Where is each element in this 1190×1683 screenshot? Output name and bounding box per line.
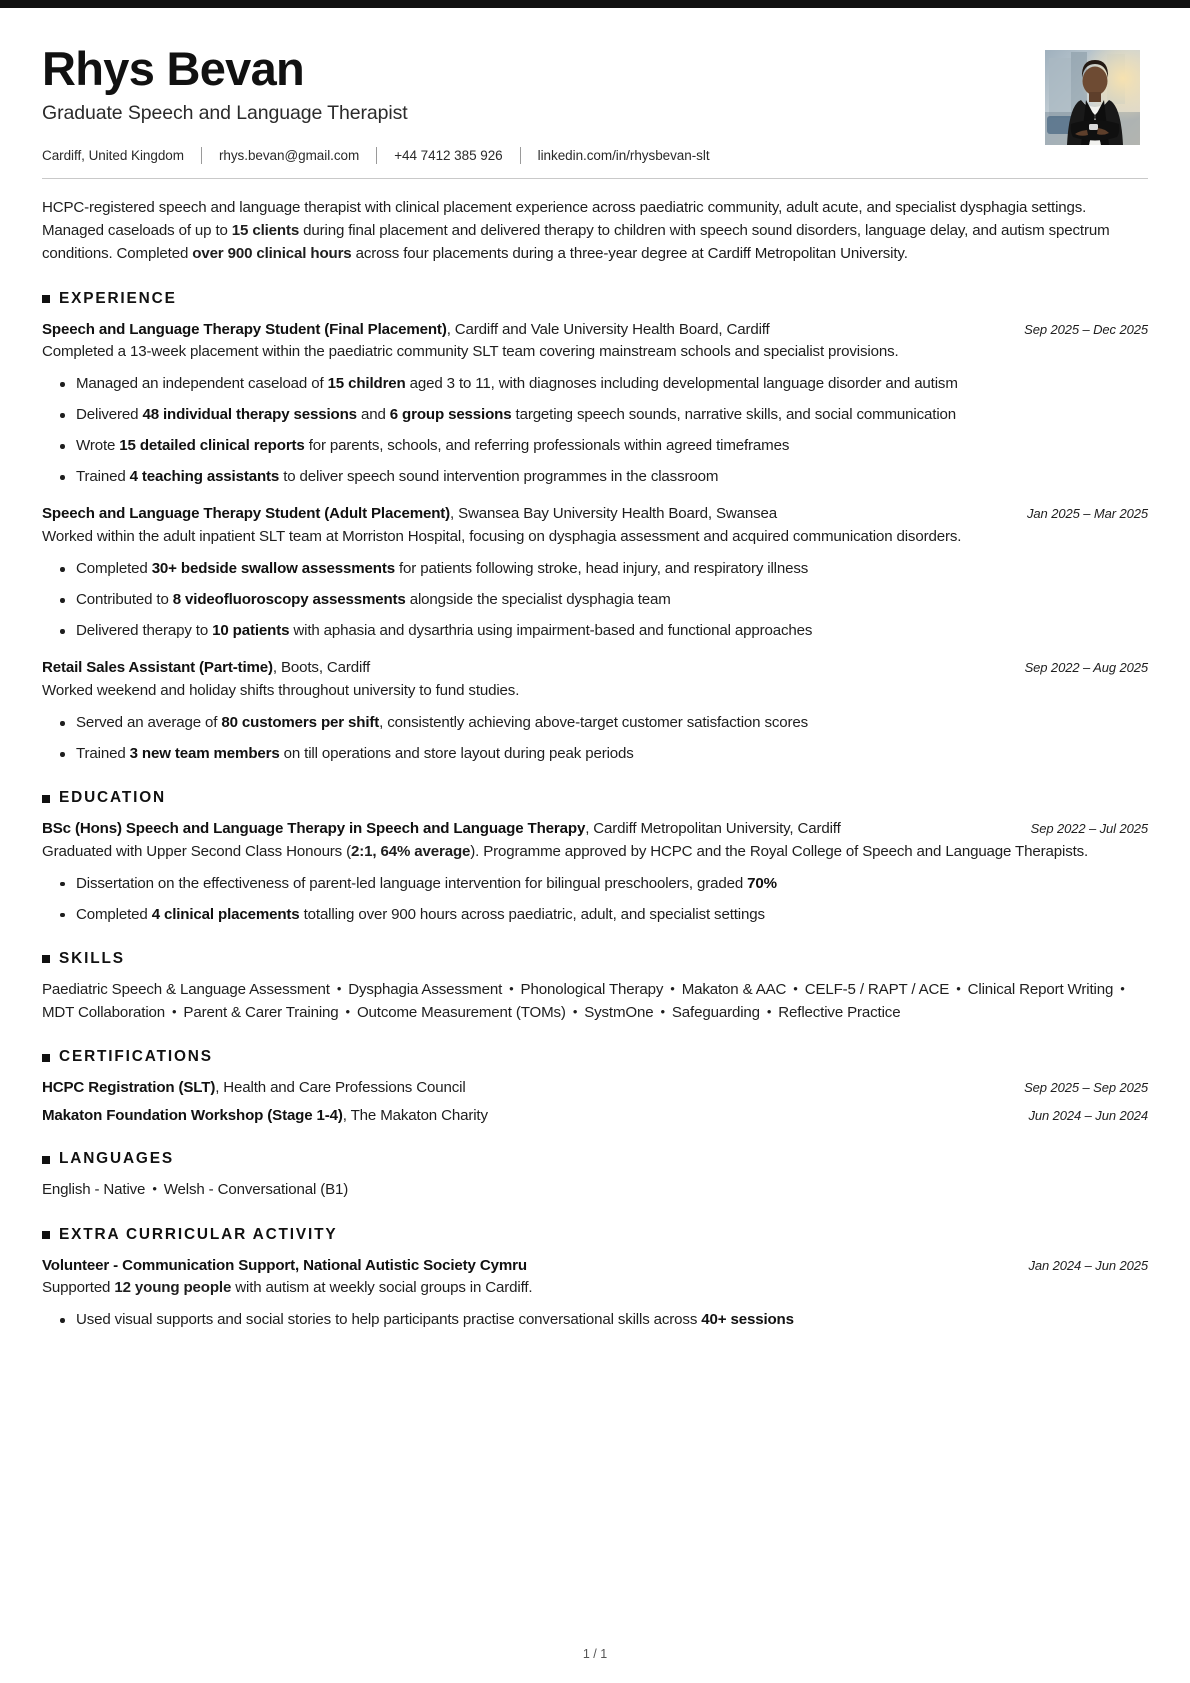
list-item: Managed an independent caseload of 15 children aged 3 to 11, with diagnoses including developmental language disorder and autism [76, 373, 1148, 395]
entry-bullet-list [42, 558, 1148, 642]
resume-page [0, 8, 1190, 1683]
section-header-extra-curricular [42, 1226, 1148, 1244]
top-accent-bar [0, 0, 1190, 8]
contact-item[interactable]: rhys.bevan@gmail.com [218, 147, 360, 163]
dot-separator-icon: • [152, 1181, 157, 1197]
experience-entry-list [42, 319, 1148, 766]
skill-item: Reflective Practice [778, 1003, 901, 1021]
square-bullet-icon [42, 1231, 50, 1239]
list-item: Trained 3 new team members on till operations and store layout during peak periods [76, 743, 1148, 765]
skill-item: Phonological Therapy [520, 980, 664, 998]
list-item: Completed 30+ bedside swallow assessments for patients following stroke, head injury, and respiratory illness [76, 558, 1148, 580]
certification-name: HCPC Registration (SLT), Health and Care Professions Council [42, 1079, 466, 1097]
skill-item: Makaton & AAC [681, 980, 787, 998]
dot-separator-icon: • [670, 980, 675, 996]
section-title-languages: LANGUAGES [59, 1150, 174, 1168]
page-footer: 1 / 1 [582, 1647, 608, 1661]
dot-separator-icon: • [345, 1003, 350, 1019]
skills-list [42, 979, 1148, 1024]
resume-entry [42, 503, 1148, 642]
entry-bullet-list [42, 373, 1148, 488]
square-bullet-icon [42, 1054, 50, 1062]
list-item: Contributed to 8 videofluoroscopy assessments alongside the specialist dysphagia team [76, 589, 1148, 611]
profile-photo-illustration [1045, 50, 1140, 145]
skill-item: CELF-5 / RAPT / ACE [804, 980, 950, 998]
section-title-skills: SKILLS [59, 949, 125, 967]
resume-entry [42, 319, 1148, 489]
skill-item: Dysphagia Assessment [348, 980, 503, 998]
list-item: Delivered 48 individual therapy sessions and 6 group sessions targeting speech sounds, narrative skills, and social communication [76, 404, 1148, 426]
section-skills [42, 950, 1148, 1024]
resume-entry [42, 1255, 1148, 1332]
entry-description: Graduated with Upper Second Class Honours (2:1, 64% average). Programme approved by HCPC and the Royal College of Speech and Language Therapists. [42, 842, 1089, 860]
entry-bullet-list [42, 873, 1148, 926]
resume-entry [42, 657, 1148, 765]
resume-header [42, 38, 1148, 164]
language-item: Welsh - Conversational (B1) [163, 1181, 349, 1199]
education-entry-list [42, 818, 1148, 926]
list-item: Served an average of 80 customers per shift, consistently achieving above-target customer satisfaction scores [76, 712, 1148, 734]
certification-entry-list [42, 1077, 1148, 1126]
list-item: Dissertation on the effectiveness of parent-led language intervention for bilingual preschoolers, graded 70% [76, 873, 1148, 895]
section-title-certifications: CERTIFICATIONS [59, 1048, 213, 1066]
header-text-block [42, 38, 1045, 164]
square-bullet-icon [42, 795, 50, 803]
entry-bullet-list [42, 1309, 1148, 1331]
dot-separator-icon: • [572, 1003, 578, 1019]
entry-bullet-list [42, 712, 1148, 765]
section-education [42, 789, 1148, 926]
contact-separator [376, 147, 377, 164]
certification-name: Makaton Foundation Workshop (Stage 1-4), The Makaton Charity [42, 1106, 488, 1124]
entry-title: Volunteer - Communication Support, National Autistic Society Cymru [42, 1256, 527, 1274]
entry-date: Sep 2022 – Aug 2025 [1024, 660, 1148, 676]
resume-entry [42, 818, 1148, 926]
languages-list [42, 1179, 1148, 1202]
dot-separator-icon: • [956, 980, 961, 996]
entry-header-row [42, 319, 1148, 340]
section-header-skills [42, 950, 1148, 968]
skill-item: Safeguarding [671, 1003, 760, 1021]
section-header-experience [42, 290, 1148, 308]
contact-item[interactable]: linkedin.com/in/rhysbevan-slt [537, 147, 710, 163]
certification-date: Jun 2024 – Jun 2024 [1028, 1107, 1148, 1123]
dot-separator-icon: • [509, 980, 514, 996]
dot-separator-icon: • [1120, 980, 1125, 996]
certification-date: Sep 2025 – Sep 2025 [1024, 1080, 1148, 1096]
section-title-extra-curricular: EXTRA CURRICULAR ACTIVITY [59, 1225, 338, 1243]
entry-title: BSc (Hons) Speech and Language Therapy in Speech and Language Therapy, Cardiff Metropolitan University, Cardiff [42, 820, 841, 838]
square-bullet-icon [42, 295, 50, 303]
section-title-education: EDUCATION [59, 789, 166, 807]
square-bullet-icon [42, 955, 50, 963]
list-item: Completed 4 clinical placements totalling over 900 hours across paediatric, adult, and specialist settings [76, 904, 1148, 926]
avatar [1045, 50, 1140, 145]
section-header-education [42, 789, 1148, 807]
list-item: Wrote 15 detailed clinical reports for parents, schools, and referring professionals within agreed timeframes [76, 435, 1148, 457]
entry-header-row [42, 818, 1148, 839]
skill-item: MDT Collaboration [42, 1003, 166, 1021]
dot-separator-icon: • [766, 1003, 772, 1019]
dot-separator-icon: • [793, 980, 798, 996]
skill-item: Outcome Measurement (TOMs) [356, 1003, 566, 1021]
contact-separator [201, 147, 202, 164]
section-experience [42, 290, 1148, 766]
certification-row [42, 1077, 1148, 1098]
contact-item[interactable]: +44 7412 385 926 [394, 147, 503, 163]
header-divider [42, 178, 1148, 179]
entry-date: Sep 2022 – Jul 2025 [1030, 821, 1148, 837]
skill-item: Clinical Report Writing [967, 980, 1114, 998]
entry-header-row [42, 1255, 1148, 1276]
entry-title: Retail Sales Assistant (Part-time), Boots, Cardiff [42, 659, 371, 677]
contact-item: Cardiff, United Kingdom [42, 147, 184, 163]
list-item: Delivered therapy to 10 patients with aphasia and dysarthria using impairment-based and functional approaches [76, 620, 1148, 642]
entry-description: Worked weekend and holiday shifts throughout university to fund studies. [42, 681, 520, 699]
section-title-experience: EXPERIENCE [59, 289, 177, 307]
contact-row [42, 147, 1045, 164]
entry-title: Speech and Language Therapy Student (Adult Placement), Swansea Bay University Health Board, Swansea [42, 505, 778, 523]
certification-row [42, 1105, 1148, 1126]
list-item: Trained 4 teaching assistants to deliver speech sound intervention programmes in the classroom [76, 466, 1148, 488]
skill-item: Paediatric Speech & Language Assessment [42, 980, 330, 998]
skill-item: SystmOne [584, 1003, 654, 1021]
professional-summary: HCPC-registered speech and language therapist with clinical placement experience across paediatric community, adult acute, and specialist dysphagia settings. Managed caseloads of up to 15 clients during final placement and delivered therapy to children with speech sound disorders, language delay, and autism spectrum conditions. Completed over 900 clinical hours across four placements during a three-year degree at Cardiff Metropolitan University. [42, 198, 1110, 262]
dot-separator-icon: • [172, 1003, 177, 1019]
page-title: Rhys Bevan [42, 42, 305, 95]
section-header-certifications [42, 1048, 1148, 1066]
entry-date: Jan 2025 – Mar 2025 [1027, 506, 1148, 522]
section-extra-curricular [42, 1226, 1148, 1332]
entry-date: Jan 2024 – Jun 2025 [1028, 1257, 1148, 1273]
entry-description: Supported 12 young people with autism at weekly social groups in Cardiff. [42, 1279, 533, 1297]
entry-header-row [42, 503, 1148, 524]
language-item: English - Native [42, 1181, 146, 1199]
dot-separator-icon: • [660, 1003, 665, 1019]
extra-curricular-entry-list [42, 1255, 1148, 1332]
entry-title: Speech and Language Therapy Student (Final Placement), Cardiff and Vale University Health Board, Cardiff [42, 320, 770, 338]
entry-header-row [42, 657, 1148, 678]
section-header-languages [42, 1150, 1148, 1168]
contact-separator [520, 147, 521, 164]
section-certifications [42, 1048, 1148, 1126]
entry-description: Worked within the adult inpatient SLT team at Morriston Hospital, focusing on dysphagia assessment and acquired communication disorders. [42, 527, 962, 545]
skill-item: Parent & Carer Training [183, 1003, 339, 1021]
job-title: Graduate Speech and Language Therapist [42, 101, 408, 124]
section-languages [42, 1150, 1148, 1202]
list-item: Used visual supports and social stories to help participants practise conversational skills across 40+ sessions [76, 1309, 1148, 1331]
square-bullet-icon [42, 1156, 50, 1164]
entry-date: Sep 2025 – Dec 2025 [1024, 321, 1148, 337]
dot-separator-icon: • [336, 980, 342, 996]
entry-description: Completed a 13-week placement within the paediatric community SLT team covering mainstream schools and specialist provisions. [42, 342, 899, 360]
